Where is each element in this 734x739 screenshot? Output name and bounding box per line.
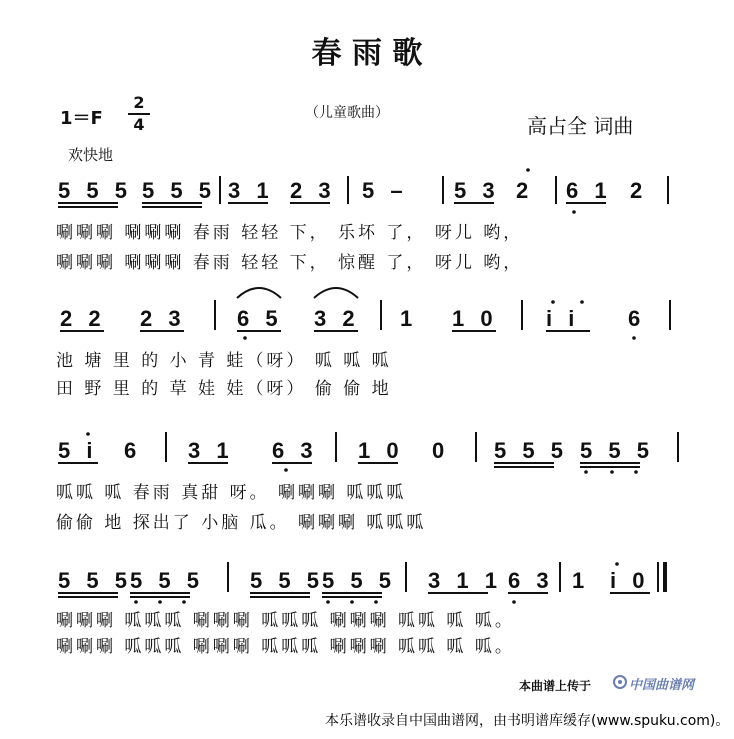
- note-group: 1: [572, 568, 590, 593]
- note-group: 5 –: [362, 178, 408, 203]
- note-group: 5 i: [58, 438, 98, 463]
- note-group: 6: [124, 438, 142, 463]
- note-group: 2 2: [60, 306, 106, 331]
- lyric-line: 田 野 里 的 草 娃 娃（呀） 偷 偷 地: [56, 379, 392, 399]
- source-footer: 本乐谱收录自中国曲谱网，由书明谱库缓存(www.spuku.com)。: [325, 713, 730, 729]
- note-group: 1: [400, 306, 418, 331]
- lyric-line: 偷偷 地 探出了 小脑 瓜。 唰唰唰 呱呱呱: [56, 513, 427, 533]
- note-group: 2 3: [290, 178, 336, 203]
- key-signature: 1＝F: [60, 108, 103, 129]
- note-group: 6 1: [566, 178, 612, 203]
- octave-dot: [634, 470, 638, 474]
- note-group: 3 1 1: [428, 568, 502, 593]
- note-group: 5 5 5: [142, 178, 216, 203]
- site-logo-text[interactable]: 中国曲谱网: [629, 678, 695, 693]
- octave-dot: [615, 562, 619, 566]
- note-group: 3 2: [314, 306, 360, 331]
- lyric-line: 池 塘 里 的 小 青 蛙（呀） 呱 呱 呱: [56, 351, 392, 371]
- octave-dot: [580, 300, 584, 304]
- lyric-line: 唰唰唰 唰唰唰 春雨 轻轻 下， 乐坏 了， 呀儿 哟，: [56, 223, 524, 243]
- genre-label: （儿童歌曲）: [305, 105, 389, 121]
- octave-dot: [526, 168, 530, 172]
- note-group: i 0: [610, 568, 650, 593]
- upload-note: 本曲谱上传于: [519, 679, 592, 693]
- note-group: i i: [546, 306, 580, 331]
- octave-dot: [134, 600, 138, 604]
- lyric-line: 呱呱 呱 春雨 真甜 呀。 唰唰唰 呱呱呱: [56, 483, 407, 503]
- note-group: 6 3: [508, 568, 554, 593]
- lyric-line: 唰唰唰 呱呱呱 唰唰唰 呱呱呱 唰唰唰 呱呱 呱 呱。: [56, 637, 515, 657]
- note-group: 3 1: [188, 438, 234, 463]
- note-group: 5 5 5: [494, 438, 568, 463]
- note-group: 6 3: [272, 438, 318, 463]
- note-group: 0: [432, 438, 450, 463]
- note-group: 1 0: [452, 306, 498, 331]
- note-group: 5 3: [454, 178, 500, 203]
- octave-dot: [158, 600, 162, 604]
- octave-dot: [86, 432, 90, 436]
- octave-dot: [512, 600, 516, 604]
- slur: [237, 288, 281, 298]
- octave-dot: [572, 210, 576, 214]
- note-group: 5 5 5: [130, 568, 204, 593]
- octave-dot: [374, 600, 378, 604]
- lyric-line: 唰唰唰 唰唰唰 春雨 轻轻 下， 惊醒 了， 呀儿 哟，: [56, 253, 524, 273]
- logo-icon: [614, 676, 626, 688]
- octave-dot: [182, 600, 186, 604]
- note-group: 5 5 5: [580, 438, 654, 463]
- slur: [314, 288, 358, 298]
- note-group: 5 5 5: [250, 568, 324, 593]
- note-group: 6: [628, 306, 646, 331]
- octave-dot: [326, 600, 330, 604]
- time-sig-bottom: 4: [133, 115, 145, 134]
- tempo-marking: 欢快地: [68, 146, 114, 164]
- octave-dot: [632, 336, 636, 340]
- note-group: 5 5 5: [322, 568, 396, 593]
- note-group: 3 1: [228, 178, 274, 203]
- song-title: 春 雨 歌: [311, 36, 423, 71]
- time-sig-top: 2: [133, 93, 145, 112]
- octave-dot: [551, 300, 555, 304]
- note-group: 2: [516, 178, 534, 203]
- lyric-line: 唰唰唰 呱呱呱 唰唰唰 呱呱呱 唰唰唰 呱呱 呱 呱。: [56, 611, 515, 631]
- octave-dot: [610, 470, 614, 474]
- octave-dot: [243, 336, 247, 340]
- note-group: 1 0: [358, 438, 404, 463]
- note-group: 2 3: [140, 306, 186, 331]
- note-group: 6 5: [237, 306, 283, 331]
- author-credit: 高占全 词曲: [527, 114, 634, 138]
- note-group: 2: [630, 178, 648, 203]
- octave-dot: [350, 600, 354, 604]
- note-group: 5 5 5: [58, 178, 132, 203]
- note-group: 5 5 5: [58, 568, 132, 593]
- octave-dot: [284, 468, 288, 472]
- octave-dot: [584, 470, 588, 474]
